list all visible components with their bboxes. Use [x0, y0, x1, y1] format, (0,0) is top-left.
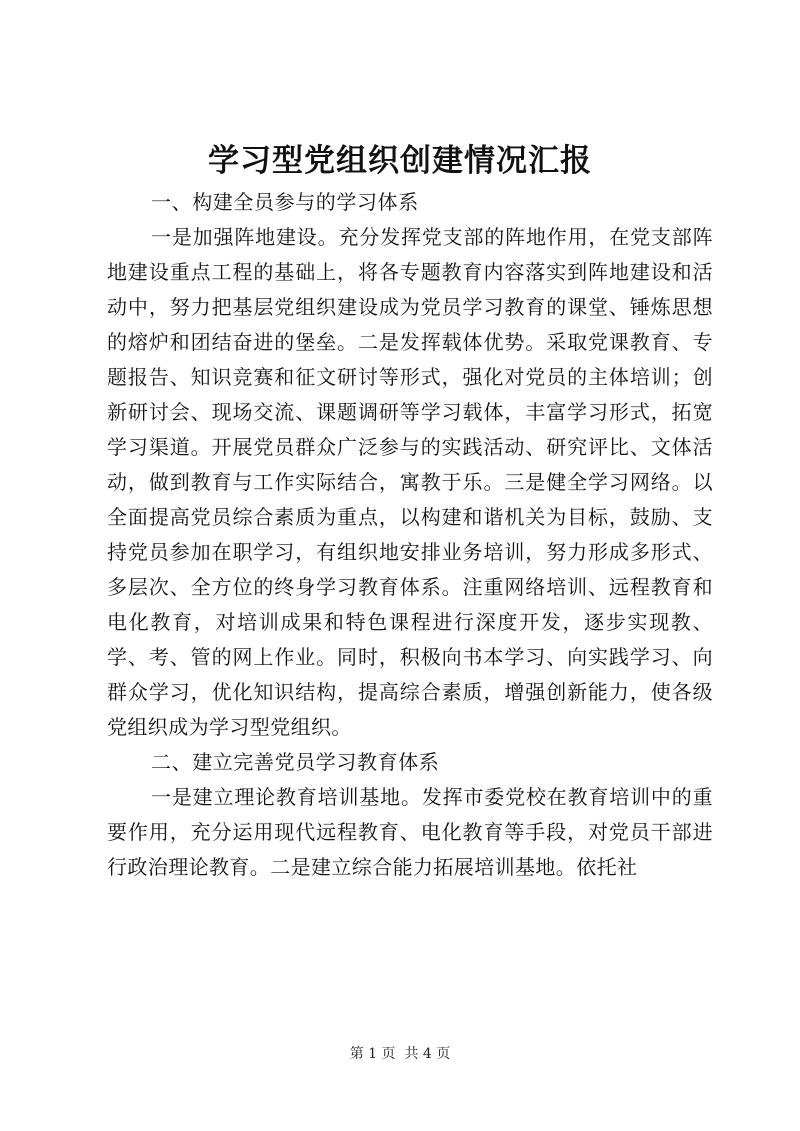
- document-body: [107, 185, 713, 885]
- section-1-paragraph: 一是加强阵地建设。充分发挥党支部的阵地作用，在党支部阵地建设重点工程的基础上，将各专题教育内容落实到阵地建设和活动中，努力把基层党组织建设成为党员学习教育的课堂、锤炼思想的熔炉和团结奋进的堡垒。二是发挥载体优势。采取党课教育、专题报告、知识竞赛和征文研讨等形式，强化对党员的主体培训；创新研讨会、现场交流、课题调研等学习载体，丰富学习形式，拓宽学习渠道。开展党员群众广泛参与的实践活动、研究评比、文体活动，做到教育与工作实际结合，寓教于乐。三是健全学习网络。以全面提高党员综合素质为重点，以构建和谐机关为目标，鼓励、支持党员参加在职学习，有组织地安排业务培训，努力形成多形式、多层次、全方位的终身学习教育体系。注重网络培训、远程教育和电化教育，对培训成果和特色课程进行深度开发，逐步实现教、学、考、管的网上作业。同时，积极向书本学习、向实践学习、向群众学习，优化知识结构，提高综合素质，增强创新能力，使各级党组织成为学习型党组织。: [107, 225, 713, 739]
- page-number-label: 第 1 页 共 4 页: [349, 1046, 451, 1062]
- page-footer: [0, 1044, 800, 1064]
- section-2-paragraph: 一是建立理论教育培训基地。发挥市委党校在教育培训中的重要作用，充分运用现代远程教育、电化教育等手段，对党员干部进行政治理论教育。二是建立综合能力拓展培训基地。依托社: [107, 785, 713, 879]
- document-title: 学习型党组织创建情况汇报: [208, 143, 592, 179]
- section-2-heading: 二、建立完善党员学习教育体系: [151, 750, 440, 774]
- section-1-heading: 一、构建全员参与的学习体系: [151, 190, 419, 214]
